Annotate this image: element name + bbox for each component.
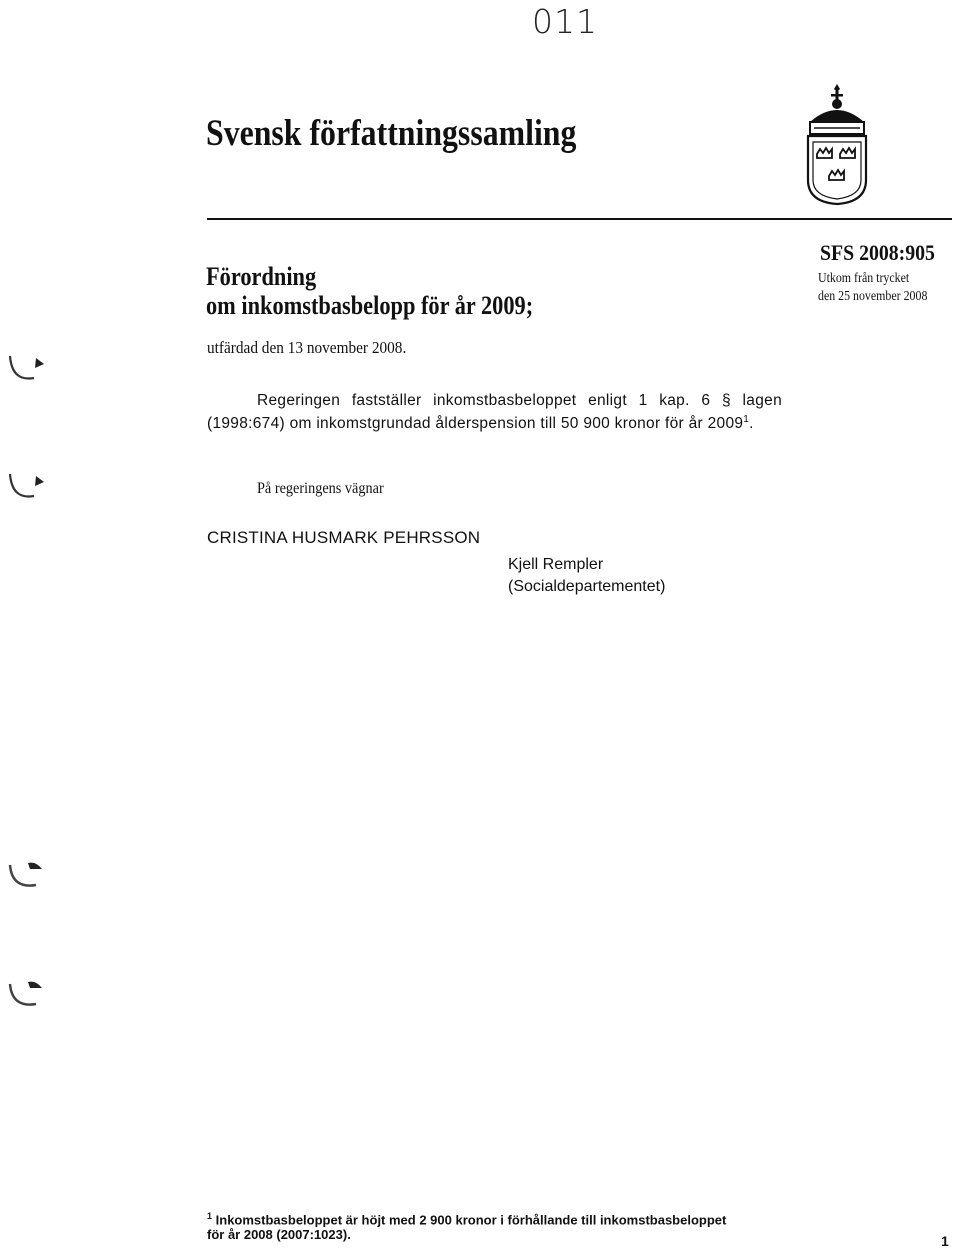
issued-date: utfärdad den 13 november 2008. [207, 338, 407, 357]
series-title: Svensk författningssamling [206, 113, 577, 154]
swedish-three-crowns-emblem-icon [804, 82, 870, 206]
handwritten-page-number: 011 [532, 2, 598, 41]
document-title-line-2: om inkomstbasbelopp för år 2009; [206, 291, 534, 320]
on-behalf-line: På regeringens vägnar [257, 480, 384, 497]
page-number: 1 [941, 1233, 949, 1249]
footnote-line-1 [207, 1209, 726, 1227]
published-line-1: Utkom från trycket [818, 271, 910, 286]
sfs-number: SFS 2008:905 [820, 240, 935, 265]
footnote-reference: 1 [743, 413, 750, 425]
publication-date [818, 270, 927, 306]
footnote [207, 1209, 726, 1242]
footnote-line-2: för år 2008 (2007:1023). [207, 1227, 351, 1243]
official-name: Kjell Rempler [508, 556, 604, 573]
footnote-marker: 1 [207, 1211, 213, 1221]
official-signature [508, 554, 665, 598]
body-paragraph [207, 389, 782, 435]
department-name: (Socialdepartementet) [508, 578, 666, 595]
document-title-line-1: Förordning [206, 262, 317, 291]
minister-signature: CRISTINA HUSMARK PEHRSSON [207, 528, 481, 547]
body-text: Regeringen fastställer inkomstbasbeloppet enligt 1 kap. 6 § lagen (1998:674) om inkomstgrundad ålderspension till 50 900 kronor för år 2009 [207, 392, 782, 432]
published-line-2: den 25 november 2008 [818, 289, 928, 304]
binder-punch-hole-mark-icon [6, 350, 50, 390]
document-title [206, 262, 533, 320]
footnote-text-1: Inkomstbasbeloppet är höjt med 2 900 kronor i förhållande till inkomstbasbeloppet [215, 1212, 727, 1228]
header-rule [207, 218, 952, 220]
body-end: . [749, 415, 754, 432]
binder-punch-hole-mark-icon [6, 976, 50, 1016]
binder-punch-hole-mark-icon [6, 468, 50, 508]
binder-punch-hole-mark-icon [6, 857, 50, 897]
